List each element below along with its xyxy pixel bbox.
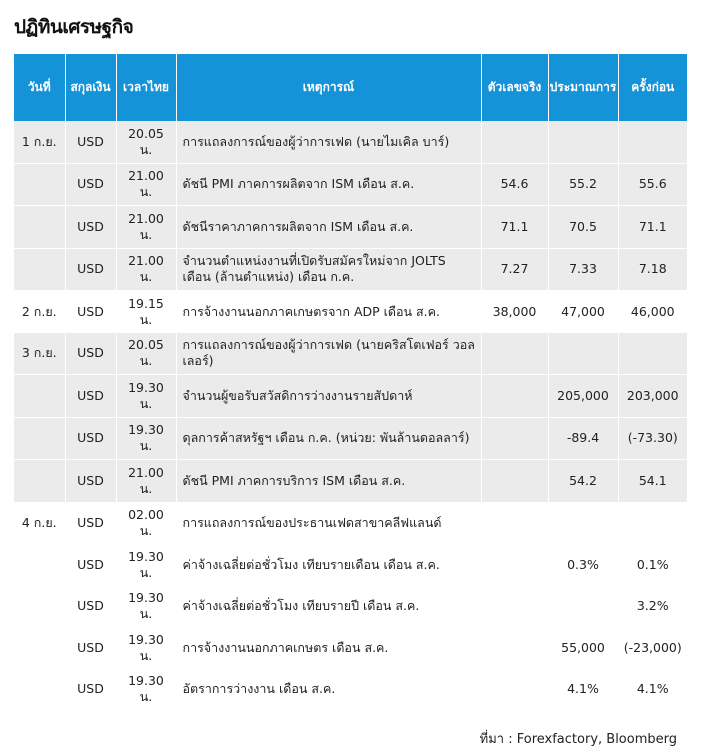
header-currency: สกุลเงิน [65, 54, 116, 121]
currency-cell: USD [65, 627, 116, 669]
event-cell: การจ้างงานนอกภาคเกษตร เดือน ส.ค. [176, 627, 481, 669]
previous-cell: 46,000 [618, 291, 687, 333]
previous-cell [618, 333, 687, 375]
actual-cell: 38,000 [481, 291, 548, 333]
date-cell [14, 375, 65, 418]
actual-cell [481, 333, 548, 375]
time-cell: 19.30 น. [116, 544, 176, 586]
actual-cell [481, 375, 548, 418]
date-cell [14, 206, 65, 249]
header-row [14, 54, 687, 121]
table-row [14, 417, 687, 460]
time-cell: 19.30 น. [116, 586, 176, 628]
actual-cell: 7.27 [481, 248, 548, 291]
date-cell: 4 ก.ย. [14, 502, 65, 544]
event-cell: ดัชนีราคาภาคการผลิตจาก ISM เดือน ส.ค. [176, 206, 481, 249]
table-row [14, 375, 687, 418]
time-cell: 21.00 น. [116, 460, 176, 503]
currency-cell: USD [65, 502, 116, 544]
forecast-cell: 55.2 [548, 163, 618, 206]
date-cell: 1 ก.ย. [14, 121, 65, 163]
time-cell: 19.30 น. [116, 627, 176, 669]
actual-cell [481, 502, 548, 544]
previous-cell: 3.2% [618, 586, 687, 628]
table-row [14, 291, 687, 333]
previous-cell: 55.6 [618, 163, 687, 206]
previous-cell: 7.18 [618, 248, 687, 291]
actual-cell: 71.1 [481, 206, 548, 249]
event-cell: ดุลการค้าสหรัฐฯ เดือน ก.ค. (หน่วย: พันล้านดอลลาร์) [176, 417, 481, 460]
forecast-cell [548, 586, 618, 628]
previous-cell: 4.1% [618, 669, 687, 711]
forecast-cell [548, 502, 618, 544]
forecast-cell: 205,000 [548, 375, 618, 418]
time-cell: 02.00 น. [116, 502, 176, 544]
event-cell: ดัชนี PMI ภาคการผลิตจาก ISM เดือน ส.ค. [176, 163, 481, 206]
table-row [14, 544, 687, 586]
currency-cell: USD [65, 544, 116, 586]
event-cell: อัตราการว่างงาน เดือน ส.ค. [176, 669, 481, 711]
event-cell: การจ้างงานนอกภาคเกษตรจาก ADP เดือน ส.ค. [176, 291, 481, 333]
header-previous: ครั้งก่อน [618, 54, 687, 121]
currency-cell: USD [65, 333, 116, 375]
time-cell: 19.30 น. [116, 417, 176, 460]
event-cell: จำนวนตำแหน่งงานที่เปิดรับสมัครใหม่จาก JOLTS เดือน (ล้านตำแหน่ง) เดือน ก.ค. [176, 248, 481, 291]
date-cell [14, 460, 65, 503]
actual-cell [481, 627, 548, 669]
table-row [14, 206, 687, 249]
forecast-cell: 47,000 [548, 291, 618, 333]
table-row [14, 121, 687, 163]
currency-cell: USD [65, 291, 116, 333]
currency-cell: USD [65, 206, 116, 249]
actual-cell [481, 544, 548, 586]
time-cell: 20.05 น. [116, 333, 176, 375]
actual-cell [481, 586, 548, 628]
time-cell: 19.15 น. [116, 291, 176, 333]
economic-calendar-table [14, 54, 687, 710]
table-row [14, 627, 687, 669]
event-cell: ค่าจ้างเฉลี่ยต่อชั่วโมง เทียบรายปี เดือน ส.ค. [176, 586, 481, 628]
date-cell [14, 544, 65, 586]
previous-cell: (-23,000) [618, 627, 687, 669]
date-cell: 3 ก.ย. [14, 333, 65, 375]
currency-cell: USD [65, 248, 116, 291]
date-cell [14, 586, 65, 628]
event-cell: การแถลงการณ์ของประธานเฟดสาขาคลีฟแลนด์ [176, 502, 481, 544]
forecast-cell: 54.2 [548, 460, 618, 503]
previous-cell: 0.1% [618, 544, 687, 586]
date-cell [14, 669, 65, 711]
time-cell: 21.00 น. [116, 163, 176, 206]
time-cell: 21.00 น. [116, 206, 176, 249]
actual-cell: 54.6 [481, 163, 548, 206]
event-cell: การแถลงการณ์ของผู้ว่าการเฟด (นายไมเคิล บาร์) [176, 121, 481, 163]
table-row [14, 333, 687, 375]
date-cell [14, 248, 65, 291]
currency-cell: USD [65, 460, 116, 503]
previous-cell: 54.1 [618, 460, 687, 503]
forecast-cell: 7.33 [548, 248, 618, 291]
forecast-cell: 4.1% [548, 669, 618, 711]
actual-cell [481, 460, 548, 503]
previous-cell [618, 502, 687, 544]
table-row [14, 248, 687, 291]
event-cell: การแถลงการณ์ของผู้ว่าการเฟด (นายคริสโตเฟอร์ วอลเลอร์) [176, 333, 481, 375]
currency-cell: USD [65, 163, 116, 206]
date-cell: 2 ก.ย. [14, 291, 65, 333]
time-cell: 19.30 น. [116, 375, 176, 418]
previous-cell: (-73.30) [618, 417, 687, 460]
previous-cell: 203,000 [618, 375, 687, 418]
table-row [14, 460, 687, 503]
previous-cell: 71.1 [618, 206, 687, 249]
previous-cell [618, 121, 687, 163]
table-row [14, 669, 687, 711]
page-title: ปฏิทินเศรษฐกิจ [14, 16, 134, 38]
table-row [14, 163, 687, 206]
header-time: เวลาไทย [116, 54, 176, 121]
time-cell: 19.30 น. [116, 669, 176, 711]
currency-cell: USD [65, 586, 116, 628]
forecast-cell [548, 333, 618, 375]
forecast-cell: 55,000 [548, 627, 618, 669]
header-actual: ตัวเลขจริง [481, 54, 548, 121]
forecast-cell: -89.4 [548, 417, 618, 460]
date-cell [14, 417, 65, 460]
currency-cell: USD [65, 121, 116, 163]
actual-cell [481, 669, 548, 711]
header-forecast: ประมาณการ [548, 54, 618, 121]
currency-cell: USD [65, 669, 116, 711]
currency-cell: USD [65, 417, 116, 460]
event-cell: จำนวนผู้ขอรับสวัสดิการว่างงานรายสัปดาห์ [176, 375, 481, 418]
date-cell [14, 627, 65, 669]
forecast-cell: 70.5 [548, 206, 618, 249]
forecast-cell: 0.3% [548, 544, 618, 586]
forecast-cell [548, 121, 618, 163]
table-row [14, 502, 687, 544]
header-event: เหตุการณ์ [176, 54, 481, 121]
event-cell: ค่าจ้างเฉลี่ยต่อชั่วโมง เทียบรายเดือน เดือน ส.ค. [176, 544, 481, 586]
event-cell: ดัชนี PMI ภาคการบริการ ISM เดือน ส.ค. [176, 460, 481, 503]
currency-cell: USD [65, 375, 116, 418]
actual-cell [481, 121, 548, 163]
table-row [14, 586, 687, 628]
actual-cell [481, 417, 548, 460]
date-cell [14, 163, 65, 206]
header-date: วันที่ [14, 54, 65, 121]
time-cell: 21.00 น. [116, 248, 176, 291]
source-note: ที่มา : Forexfactory, Bloomberg [479, 732, 677, 747]
time-cell: 20.05 น. [116, 121, 176, 163]
